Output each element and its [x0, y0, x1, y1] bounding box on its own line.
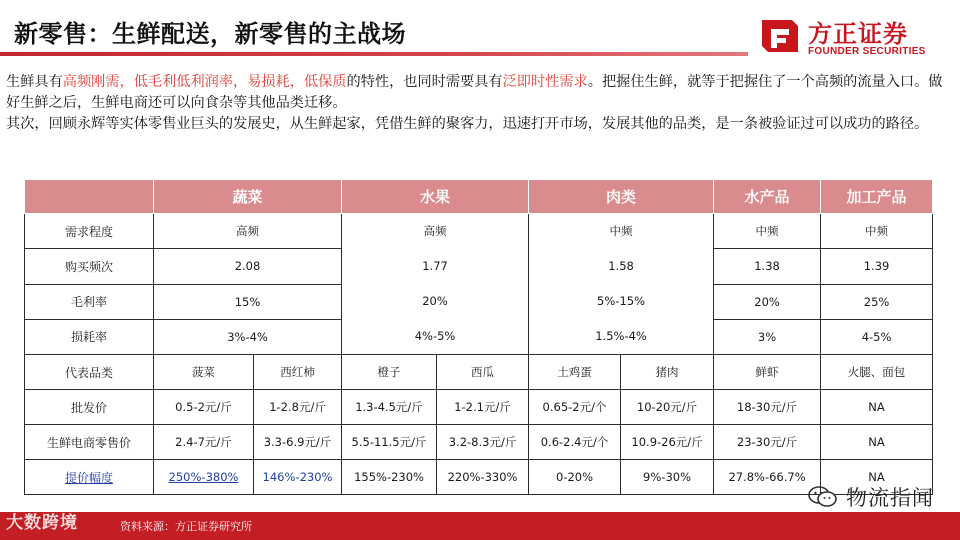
cell-wholesale: 18-30元/斤: [714, 390, 821, 425]
cell-wholesale: 1-2.1元/斤: [437, 390, 529, 425]
cell-fruit-freq: 1.77: [422, 259, 448, 273]
cell-item: 橙子: [342, 355, 437, 390]
row-label-wholesale: 批发价: [25, 390, 154, 425]
table-row: [25, 460, 933, 495]
cell-aqua-freq: 1.38: [714, 249, 821, 284]
table-header-row: [25, 180, 933, 214]
cell-markup: 155%-230%: [342, 460, 437, 495]
table-row: [25, 214, 933, 249]
cell-proc-margin: 25%: [821, 284, 933, 319]
row-label-retail: 生鲜电商零售价: [25, 425, 154, 460]
cell-wholesale: 10-20元/斤: [621, 390, 714, 425]
cell-markup: 146%-230%: [254, 460, 342, 495]
cell-aqua-loss: 3%: [714, 319, 821, 354]
cell-wholesale: 0.65-2元/个: [529, 390, 621, 425]
cell-wholesale: NA: [821, 390, 933, 425]
wechat-watermark: [808, 482, 934, 512]
intro-text: [6, 72, 950, 135]
highlighted-phrase: 泛即时性需求: [502, 74, 588, 90]
cell-retail: 23-30元/斤: [714, 425, 821, 460]
table-row: [25, 390, 933, 425]
header-aquatic: 水产品: [714, 180, 821, 214]
row-label-demand: 需求程度: [25, 214, 154, 249]
cell-meat-loss: 1.5%-4%: [595, 329, 647, 343]
cell-retail: 2.4-7元/斤: [154, 425, 254, 460]
cell-retail: 3.3-6.9元/斤: [254, 425, 342, 460]
founder-logo-icon: [758, 14, 802, 58]
cell-fruit-margin: 20%: [422, 294, 448, 308]
cell-proc-demand: 中频: [821, 214, 933, 249]
cell-wholesale: 0.5-2元/斤: [154, 390, 254, 425]
cell-proc-loss: 4-5%: [821, 319, 933, 354]
cell-item: 西红柿: [254, 355, 342, 390]
cell-wholesale: 1.3-4.5元/斤: [342, 390, 437, 425]
row-label-freq: 购买频次: [25, 249, 154, 284]
table-row: [25, 355, 933, 390]
cell-wholesale: 1-2.8元/斤: [254, 390, 342, 425]
cell-markup: 0-20%: [529, 460, 621, 495]
cell-item: 西瓜: [437, 355, 529, 390]
footer-logo-text: 大数跨境: [6, 513, 78, 533]
text-run: 的特性，也同时需要具有: [346, 74, 503, 90]
cell-veg-loss: 3%-4%: [154, 319, 342, 354]
cell-retail: 5.5-11.5元/斤: [342, 425, 437, 460]
cell-markup: 27.8%-66.7%: [714, 460, 821, 495]
page-title: 新零售：生鲜配送，新零售的主战场: [14, 20, 406, 48]
intro-paragraph-1: [6, 72, 950, 114]
cell-item: 菠菜: [154, 355, 254, 390]
wechat-icon: [808, 485, 838, 509]
text-run: 。把握住生鲜，就等于把握住了一个高频的流量入口。做好生鲜之后，生鲜电商还可以向食杂等其他品类迁移。: [6, 74, 943, 111]
cell-meat-freq: 1.58: [608, 259, 634, 273]
founder-logo: [758, 14, 954, 66]
table-row: [25, 425, 933, 460]
cell-markup: 9%-30%: [621, 460, 714, 495]
cell-meat-margin: 5%-15%: [597, 294, 646, 308]
cell-meat-demand: 中频: [609, 224, 633, 238]
cell-item: 土鸡蛋: [529, 355, 621, 390]
row-label-loss: 损耗率: [25, 319, 154, 354]
cell-retail: 10.9-26元/斤: [621, 425, 714, 460]
cell-markup-link[interactable]: 250%-380%: [154, 460, 254, 495]
cell-item: 鲜虾: [714, 355, 821, 390]
header-vegetables: 蔬菜: [154, 180, 342, 214]
header-corner-cell: [25, 180, 154, 214]
cell-markup: NA: [821, 460, 933, 495]
row-label-markup-link[interactable]: 提价幅度: [25, 460, 154, 495]
logo-text-en: FOUNDER SECURITIES: [808, 46, 926, 57]
cell-fruit-demand: [342, 214, 529, 355]
row-label-items: 代表品类: [25, 355, 154, 390]
cell-fruit-demand-value: 高频: [423, 224, 447, 238]
intro-paragraph-2: 其次，回顾永辉等实体零售业巨头的发展史，从生鲜起家，凭借生鲜的聚客力，迅速打开市场，发展其他的品类，是一条被验证过可以成功的路径。: [6, 116, 929, 132]
cell-proc-freq: 1.39: [821, 249, 933, 284]
cell-retail: 0.6-2.4元/个: [529, 425, 621, 460]
highlighted-phrase: 高频刚需，低毛利低利润率，易损耗，低保质: [62, 74, 347, 90]
header-fruit: 水果: [342, 180, 529, 214]
watermark-text: 物流指闻: [846, 486, 934, 510]
title-underline: [0, 52, 748, 56]
cell-veg-margin: 15%: [154, 284, 342, 319]
logo-text-cn: 方正证券: [808, 20, 908, 48]
fresh-food-table: [24, 179, 933, 495]
cell-retail: 3.2-8.3元/斤: [437, 425, 529, 460]
cell-retail: NA: [821, 425, 933, 460]
cell-fruit-loss: 4%-5%: [414, 329, 456, 343]
cell-veg-demand: 高频: [154, 214, 342, 249]
row-label-margin: 毛利率: [25, 284, 154, 319]
header-processed: 加工产品: [821, 180, 933, 214]
cell-item: 猪肉: [621, 355, 714, 390]
source-note: 资料来源：方正证券研究所: [120, 520, 252, 533]
cell-aqua-margin: 20%: [714, 284, 821, 319]
cell-veg-freq: 2.08: [154, 249, 342, 284]
cell-markup: 220%-330%: [437, 460, 529, 495]
cell-aqua-demand: 中频: [714, 214, 821, 249]
header-meat: 肉类: [529, 180, 714, 214]
text-run: 生鲜具有: [6, 74, 63, 90]
cell-meat-group: [529, 214, 714, 355]
cell-item: 火腿、面包: [821, 355, 933, 390]
